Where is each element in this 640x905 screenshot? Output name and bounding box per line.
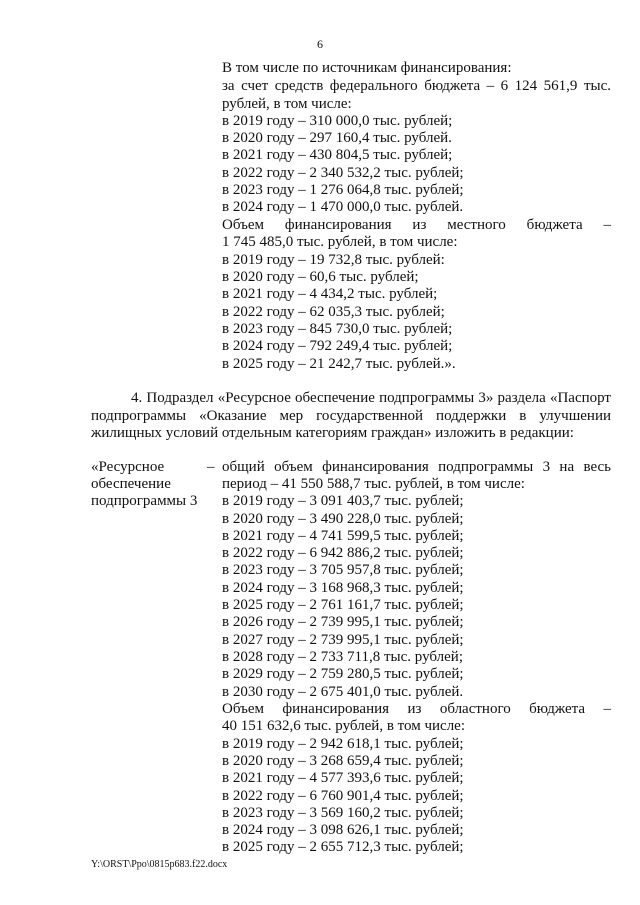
text-line: В том числе по источникам финансирования:	[222, 60, 512, 76]
text-line: в 2020 году – 297 160,4 тыс. рублей.	[222, 130, 452, 146]
table-value-line: в 2026 году – 2 739 995,1 тыс. рублей;	[222, 614, 464, 630]
table-value-line: в 2020 году – 3 268 659,4 тыс. рублей;	[222, 753, 464, 769]
text-line: в 2025 году – 21 242,7 тыс. рублей.».	[222, 356, 456, 372]
text-line: рублей, в том числе:	[222, 96, 352, 112]
table-value-line: период – 41 550 588,7 тыс. рублей, в том числе:	[222, 476, 525, 492]
table-value-line: в 2019 году – 2 942 618,1 тыс. рублей;	[222, 736, 464, 752]
table-value-line: 40 151 632,6 тыс. рублей, в том числе:	[222, 718, 466, 734]
text-line: в 2019 году – 19 732,8 тыс. рублей:	[222, 252, 445, 268]
text-line: в 2019 году – 310 000,0 тыс. рублей;	[222, 113, 453, 129]
file-path-footer: Y:\ORST\Ppo\0815p683.f22.docx	[91, 859, 228, 870]
table-value-line: в 2020 году – 3 490 228,0 тыс. рублей;	[222, 511, 464, 527]
table-value-line: в 2025 году – 2 655 712,3 тыс. рублей;	[222, 839, 464, 855]
table-label-line: обеспечение	[91, 476, 171, 492]
text-line: в 2024 году – 792 249,4 тыс. рублей;	[222, 338, 453, 354]
table-value-line: в 2023 году – 3 569 160,2 тыс. рублей;	[222, 805, 464, 821]
text-line: в 2022 году – 2 340 532,2 тыс. рублей;	[222, 165, 464, 181]
text-line: в 2021 году – 430 804,5 тыс. рублей;	[222, 147, 453, 163]
table-label-line: «Ресурсное	[91, 459, 165, 475]
text-line: Объем финансирования из местного бюджета –	[222, 217, 611, 233]
table-value-line: общий объем финансирования подпрограммы 3 на весь	[222, 459, 611, 475]
table-value-line: в 2028 году – 2 733 711,8 тыс. рублей;	[222, 649, 463, 665]
text-line: в 2024 году – 1 470 000,0 тыс. рублей.	[222, 199, 464, 215]
table-value-line: в 2019 году – 3 091 403,7 тыс. рублей;	[222, 493, 464, 509]
table-value-line: в 2022 году – 6 942 886,2 тыс. рублей;	[222, 545, 464, 561]
table-value-line: в 2029 году – 2 759 280,5 тыс. рублей;	[222, 666, 464, 682]
text-line: в 2021 году – 4 434,2 тыс. рублей;	[222, 286, 438, 302]
table-label-line: подпрограммы 3	[91, 493, 198, 509]
table-value-line: в 2021 году – 4 577 393,6 тыс. рублей;	[222, 770, 464, 786]
table-value-line: Объем финансирования из областного бюджета –	[222, 701, 611, 717]
table-value-line: в 2025 году – 2 761 161,7 тыс. рублей;	[222, 597, 464, 613]
page-number: 6	[317, 37, 323, 51]
paragraph-line: 4. Подраздел «Ресурсное обеспечение подпрограммы 3» раздела «Паспорт	[131, 390, 611, 406]
text-line: в 2023 году – 845 730,0 тыс. рублей;	[222, 321, 453, 337]
text-line: в 2022 году – 62 035,3 тыс. рублей;	[222, 304, 445, 320]
text-line: 1 745 485,0 тыс. рублей, в том числе:	[222, 234, 458, 250]
text-line: в 2023 году – 1 276 064,8 тыс. рублей;	[222, 182, 464, 198]
table-value-line: в 2024 году – 3 168 968,3 тыс. рублей;	[222, 580, 464, 596]
table-value-line: в 2021 году – 4 741 599,5 тыс. рублей;	[222, 528, 464, 544]
table-value-line: в 2024 году – 3 098 626,1 тыс. рублей;	[222, 822, 464, 838]
text-line: за счет средств федерального бюджета – 6 124 561,9 тыс.	[222, 78, 611, 94]
paragraph-line: жилищных условий отдельным категориям граждан» изложить в редакции:	[91, 425, 574, 441]
table-dash: –	[207, 459, 215, 475]
table-value-line: в 2030 году – 2 675 401,0 тыс. рублей.	[222, 684, 464, 700]
table-value-line: в 2027 году – 2 739 995,1 тыс. рублей;	[222, 632, 464, 648]
text-line: в 2020 году – 60,6 тыс. рублей;	[222, 269, 419, 285]
table-value-line: в 2023 году – 3 705 957,8 тыс. рублей;	[222, 562, 464, 578]
paragraph-line: подпрограммы «Оказание мер государственной поддержки в улучшении	[91, 408, 611, 424]
table-value-line: в 2022 году – 6 760 901,4 тыс. рублей;	[222, 788, 464, 804]
